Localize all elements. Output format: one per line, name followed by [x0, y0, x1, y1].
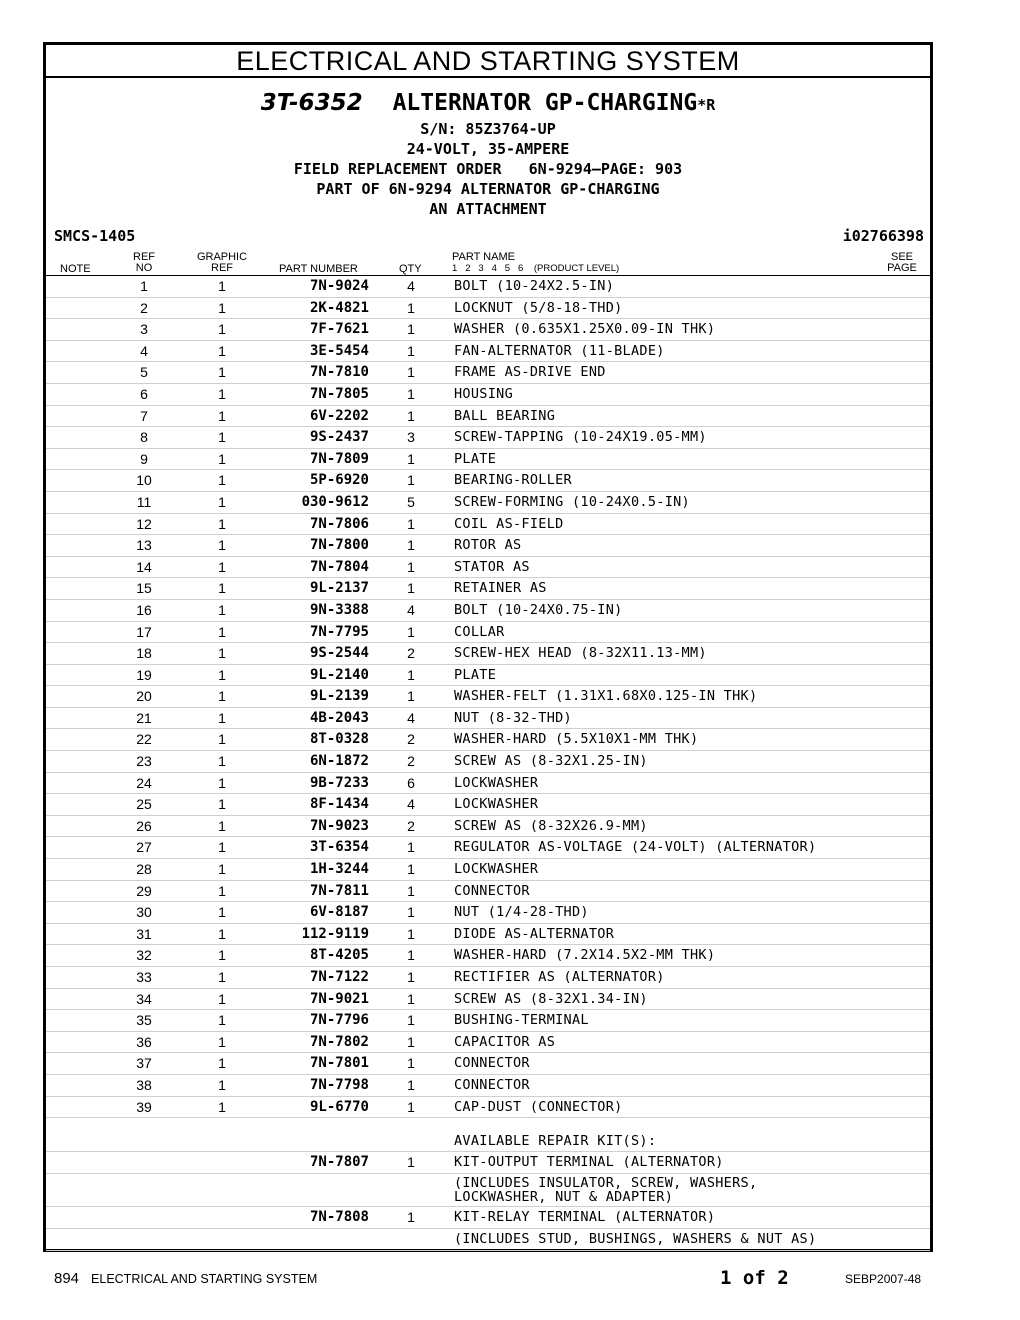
part-number: 3E-5454	[309, 342, 369, 359]
table-row	[46, 924, 930, 946]
graphic-ref: 1	[218, 1055, 226, 1072]
table-row	[46, 470, 930, 492]
qty: 1	[407, 1033, 415, 1050]
part-number: 7N-7809	[309, 450, 369, 467]
ref-no: 24	[136, 774, 152, 791]
qty: 2	[407, 645, 415, 662]
part-name: STATOR AS	[454, 558, 530, 575]
part-name: PLATE	[454, 666, 497, 683]
graphic-ref: 1	[218, 299, 226, 316]
group-suffix: *R	[697, 96, 716, 114]
ref-no: 7	[140, 407, 148, 424]
qty: 1	[407, 299, 415, 316]
part-number: 8T-4205	[309, 947, 369, 964]
kit-note-row	[46, 1229, 930, 1251]
ref-no: 26	[136, 817, 152, 834]
qty: 1	[407, 839, 415, 856]
qty: 6	[407, 774, 415, 791]
ref-no: 30	[136, 904, 152, 921]
table-row	[46, 276, 930, 298]
part-name: SCREW AS (8-32X1.25-IN)	[454, 753, 648, 770]
graphic-ref: 1	[218, 1033, 226, 1050]
qty: 4	[407, 278, 415, 294]
qty: 1	[407, 1012, 415, 1029]
kit-note-row	[46, 1174, 930, 1207]
graphic-ref: 1	[218, 947, 226, 964]
col-part-name: PART NAME 1 2 3 4 5 6 (PRODUCT LEVEL)	[452, 251, 620, 274]
qty: 2	[407, 753, 415, 770]
kit-row	[46, 1207, 930, 1229]
ref-no: 3	[140, 321, 148, 338]
part-name: SCREW-FORMING (10-24X0.5-IN)	[454, 493, 690, 510]
part-number: 9B-7233	[309, 774, 369, 791]
qty: 1	[407, 882, 415, 899]
kit-name: KIT-OUTPUT TERMINAL (ALTERNATOR)	[454, 1154, 724, 1171]
table-row	[46, 708, 930, 730]
graphic-ref: 1	[218, 407, 226, 424]
part-number: 7N-7806	[309, 515, 369, 532]
part-number: 3T-6354	[309, 839, 369, 856]
part-number: 9L-2140	[309, 666, 369, 683]
graphic-ref: 1	[218, 925, 226, 942]
part-number: 7N-7805	[309, 385, 369, 402]
serial-line: S/N: 85Z3764-UP	[420, 120, 556, 138]
qty: 1	[407, 925, 415, 942]
qty: 1	[407, 580, 415, 597]
ref-no: 33	[136, 969, 152, 985]
qty: 1	[407, 861, 415, 878]
table-row	[46, 298, 930, 320]
graphic-ref: 1	[218, 537, 226, 554]
part-name: DIODE AS-ALTERNATOR	[454, 925, 615, 942]
qty: 4	[407, 796, 415, 813]
qty: 1	[407, 385, 415, 402]
ref-no: 4	[140, 342, 148, 359]
ref-no: 28	[136, 861, 152, 878]
ref-no: 22	[136, 731, 152, 748]
kit-row	[46, 1152, 930, 1174]
table-row	[46, 902, 930, 924]
part-number: 9S-2544	[309, 645, 369, 662]
table-row	[46, 384, 930, 406]
part-number: 1H-3244	[309, 861, 369, 878]
graphic-ref: 1	[218, 904, 226, 921]
kit-part-number: 7N-7808	[309, 1209, 369, 1226]
graphic-ref: 1	[218, 1012, 226, 1029]
footer-left	[54, 1270, 317, 1287]
table-row	[46, 665, 930, 687]
part-number: 8F-1434	[309, 796, 369, 813]
graphic-ref: 1	[218, 774, 226, 791]
illustration-id: i02766398	[842, 227, 924, 245]
table-row	[46, 1053, 930, 1075]
part-name: RETAINER AS	[454, 580, 547, 597]
part-number: 9L-2139	[309, 688, 369, 705]
kit-qty: 1	[407, 1209, 415, 1226]
part-name: RECTIFIER AS (ALTERNATOR)	[454, 969, 665, 985]
kit-part-number: 7N-7807	[309, 1154, 369, 1171]
col-see-page: SEE PAGE	[887, 251, 917, 274]
part-number: 2K-4821	[309, 299, 369, 316]
attachment-line: AN ATTACHMENT	[429, 200, 547, 218]
part-number: 7N-9024	[309, 278, 369, 294]
qty: 1	[407, 688, 415, 705]
table-row	[46, 643, 930, 665]
ref-no: 16	[136, 601, 152, 618]
graphic-ref: 1	[218, 817, 226, 834]
ref-no: 37	[136, 1055, 152, 1072]
ref-no: 10	[136, 472, 152, 489]
graphic-ref: 1	[218, 278, 226, 294]
table-row	[46, 578, 930, 600]
part-name: WASHER-FELT (1.31X1.68X0.125-IN THK)	[454, 688, 758, 705]
table-row	[46, 341, 930, 363]
kit-qty: 1	[407, 1154, 415, 1171]
part-name: WASHER-HARD (7.2X14.5X2-MM THK)	[454, 947, 716, 964]
part-number: 9S-2437	[309, 429, 369, 446]
part-number: 6V-2202	[309, 407, 369, 424]
graphic-ref: 1	[218, 601, 226, 618]
graphic-ref: 1	[218, 558, 226, 575]
part-name: SCREW-HEX HEAD (8-32X11.13-MM)	[454, 645, 707, 662]
part-name: HOUSING	[454, 385, 513, 402]
graphic-ref: 1	[218, 493, 226, 510]
qty: 1	[407, 1076, 415, 1093]
ref-no: 25	[136, 796, 152, 813]
graphic-ref: 1	[218, 429, 226, 446]
qty: 1	[407, 990, 415, 1007]
graphic-ref: 1	[218, 861, 226, 878]
qty: 1	[407, 947, 415, 964]
part-name: LOCKNUT (5/8-18-THD)	[454, 299, 623, 316]
part-number: 5P-6920	[309, 472, 369, 489]
qty: 1	[407, 904, 415, 921]
page-number: 894	[54, 1270, 80, 1287]
table-row	[46, 514, 930, 536]
kits-heading: AVAILABLE REPAIR KIT(S):	[454, 1133, 657, 1150]
graphic-ref: 1	[218, 688, 226, 705]
table-row	[46, 837, 930, 859]
table-row	[46, 989, 930, 1011]
table-row	[46, 816, 930, 838]
table-row	[46, 729, 930, 751]
part-number: 7N-7798	[309, 1076, 369, 1093]
part-number: 7N-7795	[309, 623, 369, 640]
ref-no: 8	[140, 429, 148, 446]
footer-section: ELECTRICAL AND STARTING SYSTEM	[91, 1272, 318, 1286]
part-name: PLATE	[454, 450, 497, 467]
table-row	[46, 859, 930, 881]
qty: 1	[407, 623, 415, 640]
graphic-ref: 1	[218, 515, 226, 532]
graphic-ref: 1	[218, 796, 226, 813]
graphic-ref: 1	[218, 753, 226, 770]
part-name: NUT (8-32-THD)	[454, 709, 572, 726]
qty: 2	[407, 731, 415, 748]
qty: 1	[407, 321, 415, 338]
table-row	[46, 945, 930, 967]
graphic-ref: 1	[218, 580, 226, 597]
part-number: 030-9612	[301, 493, 369, 510]
col-qty: QTY	[399, 263, 422, 275]
qty: 4	[407, 709, 415, 726]
ref-no: 35	[136, 1012, 152, 1029]
table-row	[46, 427, 930, 449]
graphic-ref: 1	[218, 731, 226, 748]
parts-rows	[46, 276, 930, 1118]
ref-no: 6	[140, 385, 148, 402]
kit-note: (INCLUDES STUD, BUSHINGS, WASHERS & NUT AS)	[454, 1231, 817, 1248]
part-name: BALL BEARING	[454, 407, 556, 424]
part-name: WASHER (0.635X1.25X0.09-IN THK)	[454, 321, 716, 338]
table-row	[46, 794, 930, 816]
col-note: NOTE	[60, 263, 91, 275]
part-name: BOLT (10-24X0.75-IN)	[454, 601, 623, 618]
ref-no: 31	[136, 925, 152, 942]
table-row	[46, 1097, 930, 1119]
ref-no: 23	[136, 753, 152, 770]
ref-no: 9	[140, 450, 148, 467]
col-part-number: PART NUMBER	[279, 263, 358, 275]
sheet-indicator: 1 of 2	[720, 1267, 789, 1289]
ref-no: 38	[136, 1076, 152, 1093]
part-name: FAN-ALTERNATOR (11-BLADE)	[454, 342, 665, 359]
part-number: 7N-9021	[309, 990, 369, 1007]
ref-no: 13	[136, 537, 152, 554]
field-replacement-line: FIELD REPLACEMENT ORDER 6N-9294—PAGE: 903	[293, 160, 683, 178]
ref-no: 19	[136, 666, 152, 683]
part-name: CAP-DUST (CONNECTOR)	[454, 1098, 623, 1115]
part-number: 9L-2137	[309, 580, 369, 597]
ref-no: 17	[136, 623, 152, 640]
part-name: LOCKWASHER	[454, 774, 539, 791]
ref-no: 27	[136, 839, 152, 856]
qty: 3	[407, 429, 415, 446]
part-name: CONNECTOR	[454, 1055, 530, 1072]
ref-no: 1	[140, 278, 148, 294]
graphic-ref: 1	[218, 990, 226, 1007]
qty: 1	[407, 558, 415, 575]
part-of-line: PART OF 6N-9294 ALTERNATOR GP-CHARGING	[316, 180, 660, 198]
part-name: BOLT (10-24X2.5-IN)	[454, 278, 615, 294]
qty: 1	[407, 515, 415, 532]
part-number: 7N-7796	[309, 1012, 369, 1029]
graphic-ref: 1	[218, 666, 226, 683]
qty: 1	[407, 472, 415, 489]
part-name: COLLAR	[454, 623, 505, 640]
table-row	[46, 1032, 930, 1054]
graphic-ref: 1	[218, 969, 226, 985]
part-name: REGULATOR AS-VOLTAGE (24-VOLT) (ALTERNATOR)	[454, 839, 817, 856]
part-name: SCREW AS (8-32X26.9-MM)	[454, 817, 648, 834]
parts-list-frame	[43, 42, 933, 1252]
kit-name: KIT-RELAY TERMINAL (ALTERNATOR)	[454, 1209, 716, 1226]
graphic-ref: 1	[218, 472, 226, 489]
ref-no: 14	[136, 558, 152, 575]
qty: 1	[407, 1098, 415, 1115]
graphic-ref: 1	[218, 1076, 226, 1093]
qty: 1	[407, 1055, 415, 1072]
part-name: SCREW AS (8-32X1.34-IN)	[454, 990, 648, 1007]
table-row	[46, 1075, 930, 1097]
part-number: 7N-9023	[309, 817, 369, 834]
part-name: FRAME AS-DRIVE END	[454, 364, 606, 381]
kit-note: (INCLUDES INSULATOR, SCREW, WASHERS, LOCKWASHER, NUT & ADAPTER)	[454, 1175, 758, 1206]
part-number: 7N-7802	[309, 1033, 369, 1050]
qty: 2	[407, 817, 415, 834]
ref-no: 11	[136, 493, 152, 510]
document-id: SEBP2007-48	[845, 1272, 922, 1286]
graphic-ref: 1	[218, 709, 226, 726]
qty: 1	[407, 342, 415, 359]
qty: 1	[407, 364, 415, 381]
part-name: CONNECTOR	[454, 882, 530, 899]
qty: 1	[407, 969, 415, 985]
part-name: BUSHING-TERMINAL	[454, 1012, 589, 1029]
ref-no: 5	[140, 364, 148, 381]
ref-no: 15	[136, 580, 152, 597]
part-number: 7N-7801	[309, 1055, 369, 1072]
graphic-ref: 1	[218, 364, 226, 381]
table-row	[46, 319, 930, 341]
part-number: 7N-7804	[309, 558, 369, 575]
table-row	[46, 362, 930, 384]
graphic-ref: 1	[218, 321, 226, 338]
parts-table	[46, 276, 930, 1251]
ref-no: 20	[136, 688, 152, 705]
qty: 1	[407, 407, 415, 424]
table-row	[46, 967, 930, 989]
col-graphic: GRAPHIC REF	[196, 251, 248, 274]
ref-no: 32	[136, 947, 152, 964]
part-number: 7N-7800	[309, 537, 369, 554]
part-number: 7N-7122	[309, 969, 369, 985]
ref-no: 21	[136, 709, 152, 726]
table-row	[46, 535, 930, 557]
table-row	[46, 881, 930, 903]
smcs-code: SMCS-1405	[54, 227, 136, 245]
part-name: WASHER-HARD (5.5X10X1-MM THK)	[454, 731, 699, 748]
ref-no: 39	[136, 1098, 152, 1115]
qty: 1	[407, 450, 415, 467]
graphic-ref: 1	[218, 623, 226, 640]
part-number: 7N-7810	[309, 364, 369, 381]
table-row	[46, 406, 930, 428]
ref-no: 34	[136, 990, 152, 1007]
ref-no: 2	[140, 299, 148, 316]
group-part-number: 3T-6352	[260, 90, 363, 116]
part-number: 112-9119	[301, 925, 369, 942]
table-row	[46, 1010, 930, 1032]
graphic-ref: 1	[218, 839, 226, 856]
ref-no: 18	[136, 645, 152, 662]
part-number: 9L-6770	[309, 1098, 369, 1115]
part-name: ROTOR AS	[454, 537, 522, 554]
table-row	[46, 686, 930, 708]
group-heading	[46, 90, 930, 116]
part-name: CAPACITOR AS	[454, 1033, 556, 1050]
part-number: 8T-0328	[309, 731, 369, 748]
ref-no: 12	[136, 515, 152, 532]
part-name: LOCKWASHER	[454, 796, 539, 813]
table-row	[46, 773, 930, 795]
ref-no: 29	[136, 882, 152, 899]
part-name: SCREW-TAPPING (10-24X19.05-MM)	[454, 429, 707, 446]
qty: 5	[407, 493, 415, 510]
part-name: CONNECTOR	[454, 1076, 530, 1093]
graphic-ref: 1	[218, 1098, 226, 1115]
graphic-ref: 1	[218, 882, 226, 899]
part-number: 4B-2043	[309, 709, 369, 726]
part-name: NUT (1/4-28-THD)	[454, 904, 589, 921]
graphic-ref: 1	[218, 450, 226, 467]
part-name: COIL AS-FIELD	[454, 515, 564, 532]
table-row	[46, 492, 930, 514]
qty: 1	[407, 537, 415, 554]
qty: 1	[407, 666, 415, 683]
part-number: 7N-7811	[309, 882, 369, 899]
graphic-ref: 1	[218, 645, 226, 662]
part-name: LOCKWASHER	[454, 861, 539, 878]
col-ref: REF NO	[133, 251, 155, 274]
table-row	[46, 600, 930, 622]
rating-line: 24-VOLT, 35-AMPERE	[406, 140, 570, 158]
graphic-ref: 1	[218, 385, 226, 402]
kits-heading-row	[46, 1118, 930, 1152]
graphic-ref: 1	[218, 342, 226, 359]
table-row	[46, 449, 930, 471]
part-name: BEARING-ROLLER	[454, 472, 572, 489]
part-number: 9N-3388	[309, 601, 369, 618]
section-title: ELECTRICAL AND STARTING SYSTEM	[46, 45, 930, 78]
qty: 4	[407, 601, 415, 618]
part-number: 6N-1872	[309, 753, 369, 770]
table-row	[46, 622, 930, 644]
part-number: 7F-7621	[309, 321, 369, 338]
table-row	[46, 751, 930, 773]
table-row	[46, 557, 930, 579]
ref-no: 36	[136, 1033, 152, 1050]
part-number: 6V-8187	[309, 904, 369, 921]
group-name: ALTERNATOR GP-CHARGING	[392, 90, 698, 116]
